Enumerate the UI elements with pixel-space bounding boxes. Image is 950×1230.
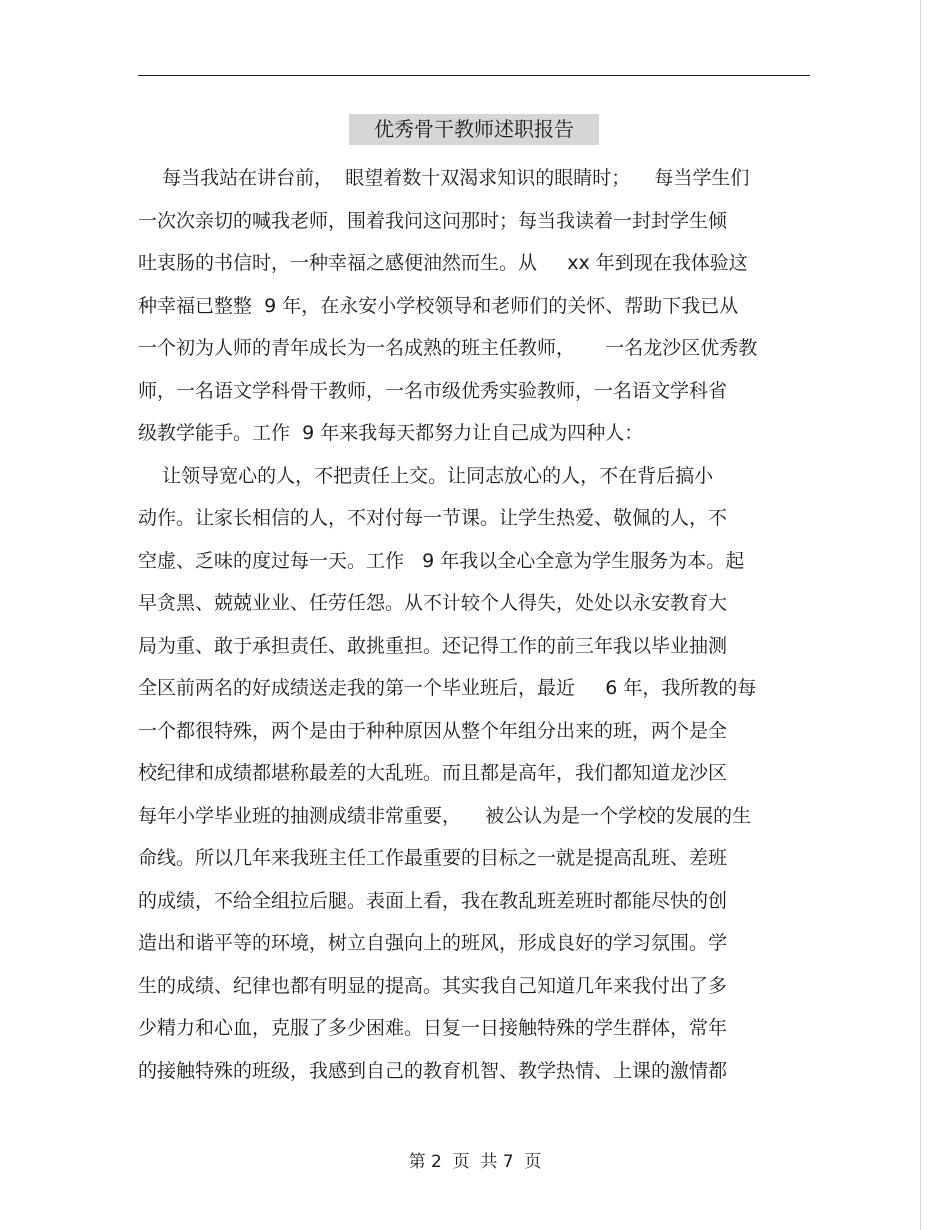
text-line: 一个初为人师的青年成长为一名成熟的班主任教师， 一名龙沙区优秀教 — [138, 337, 758, 359]
header-rule — [138, 75, 810, 76]
text-line: 早贪黑、兢兢业业、任劳任怨。从不计较个人得失，处处以永安教育大 — [138, 592, 728, 614]
text-line: 的接触特殊的班级，我感到自己的教育机智、教学热情、上课的激情都 — [138, 1059, 728, 1082]
text-line: 动作。让家长相信的人，不对付每一节课。让学生热爱、敬佩的人，不 — [138, 507, 728, 529]
document-title: 优秀骨干教师述职报告 — [349, 114, 599, 145]
text-line: 校纪律和成绩都堪称最差的大乱班。而且都是高年，我们都知道龙沙区 — [138, 762, 728, 784]
text-line: 让领导宽心的人，不把责任上交。让同志放心的人，不在背后搞小 — [138, 464, 714, 487]
text-line: 生的成绩、纪律也都有明显的提高。其实我自己知道几年来我付出了多 — [138, 974, 728, 997]
text-line: 局为重、敢于承担责任、敢挑重担。还记得工作的前三年我以毕业抽测 — [138, 634, 728, 657]
text-line: 师，一名语文学科骨干教师，一名市级优秀实验教师，一名语文学科省 — [138, 379, 728, 402]
page-number-footer: 第 2 页 共 7 页 — [408, 1152, 542, 1172]
text-line: 吐衷肠的书信时，一种幸福之感便油然而生。从 xx 年到现在我体验这 — [138, 252, 748, 274]
text-line: 造出和谐平等的环境，树立自强向上的班风，形成良好的学习氛围。学 — [138, 932, 728, 954]
text-line: 级教学能手。工作 9 年来我每天都努力让自己成为四种人： — [138, 422, 644, 444]
document-body — [138, 157, 818, 1092]
text-line: 每当我站在讲台前， 眼望着数十双渴求知识的眼睛时； 每当学生们 — [138, 167, 750, 189]
text-line: 一个都很特殊，两个是由于种种原因从整个年组分出来的班，两个是全 — [138, 719, 728, 742]
text-line: 一次次亲切的喊我老师，围着我问这问那时；每当我读着一封封学生倾 — [138, 209, 728, 232]
text-line: 全区前两名的好成绩送走我的第一个毕业班后，最近 6 年，我所教的每 — [138, 677, 757, 699]
text-line: 命线。所以几年来我班主任工作最重要的目标之一就是提高乱班、差班 — [138, 847, 728, 869]
page-edge-divider — [920, 0, 921, 1230]
text-line: 空虚、乏味的度过每一天。工作 9 年我以全心全意为学生服务为本。起 — [138, 549, 745, 572]
text-line: 少精力和心血，克服了多少困难。日复一日接触特殊的学生群体，常年 — [138, 1017, 728, 1039]
text-line: 每年小学毕业班的抽测成绩非常重要， 被公认为是一个学校的发展的生 — [138, 804, 752, 827]
text-line: 种幸福已整整 9 年，在永安小学校领导和老师们的关怀、帮助下我已从 — [138, 294, 739, 317]
text-line: 的成绩，不给全组拉后腿。表面上看，我在教乱班差班时都能尽快的创 — [138, 889, 728, 912]
